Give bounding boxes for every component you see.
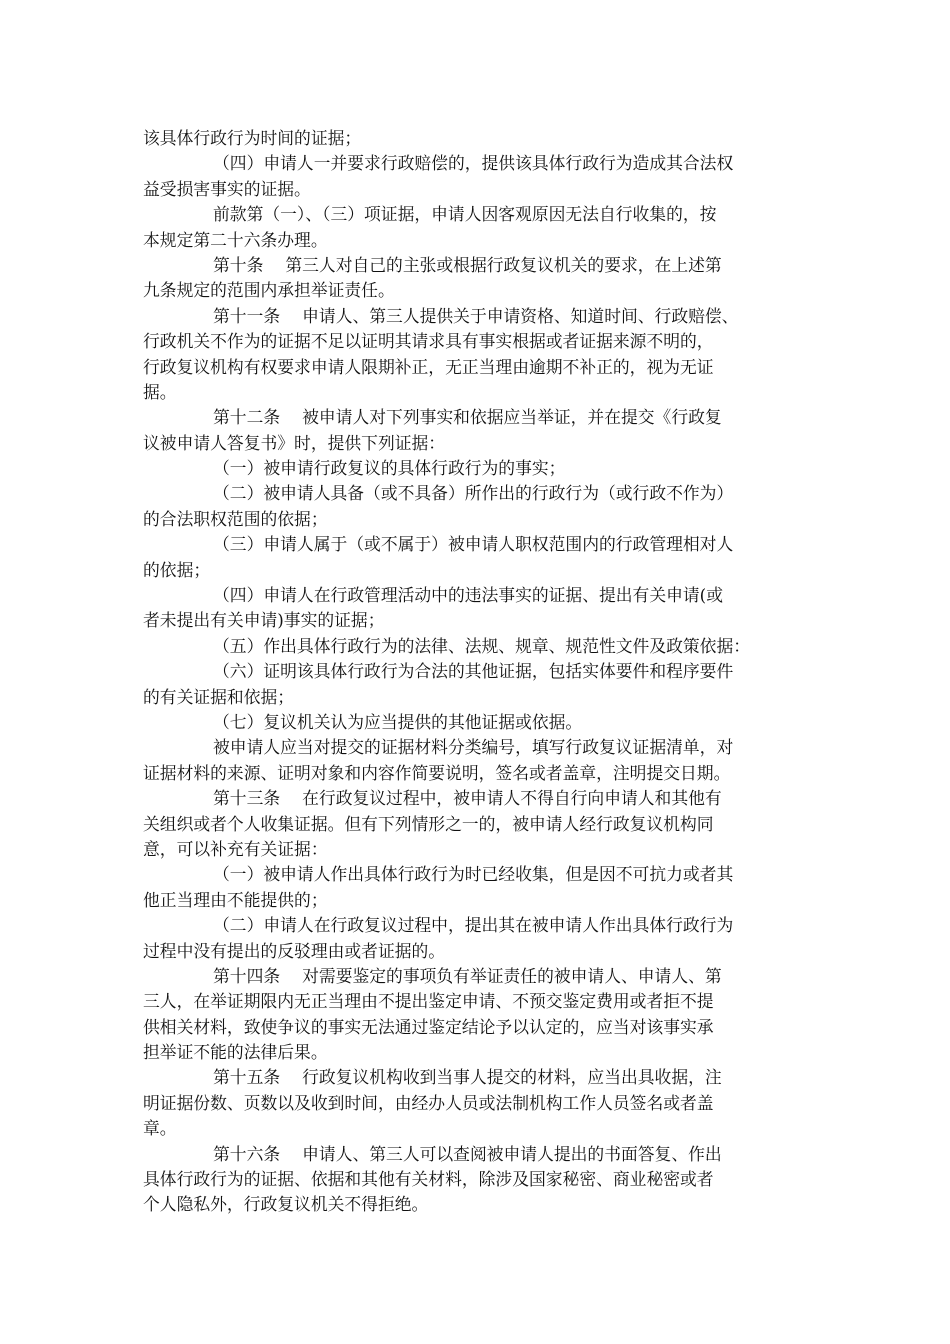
text-line [143, 939, 813, 964]
article-number: 第十一条 [213, 305, 281, 326]
line-text: 据。 [143, 381, 177, 402]
line-text: 申请人、第三人可以查阅被申请人提出的书面答复、作出 [302, 1143, 722, 1164]
line-text: （六）证明该具体行政行为合法的其他证据，包括实体要件和程序要件 [213, 661, 734, 682]
text-line [143, 380, 813, 405]
line-text: 关组织或者个人收集证据。但有下列情形之一的，被申请人经行政复议机构同 [143, 813, 714, 834]
article-number: 第十三条 [213, 788, 281, 809]
text-line [143, 507, 813, 532]
line-text: 具体行政行为的证据、依据和其他有关材料，除涉及国家秘密、商业秘密或者 [143, 1169, 714, 1190]
article-line [143, 405, 813, 430]
line-text: （二）申请人在行政复议过程中，提出其在被申请人作出具体行政行为 [213, 915, 734, 936]
line-text: 申请人、第三人提供关于申请资格、知道时间、行政赔偿、 [302, 305, 739, 326]
line-text: 意，可以补充有关证据： [143, 838, 328, 859]
text-line [143, 1167, 813, 1192]
article-line [143, 786, 813, 811]
line-text: 议被申请人答复书》时，提供下列证据： [143, 432, 446, 453]
line-text: （七）复议机关认为应当提供的其他证据或依据。 [213, 711, 583, 732]
line-text: 章。 [143, 1118, 177, 1139]
text-line [143, 913, 813, 938]
line-text: 明证据份数、页数以及收到时间，由经办人员或法制机构工作人员签名或者盖 [143, 1092, 714, 1113]
article-line [143, 253, 813, 278]
text-line [143, 1116, 813, 1141]
text-line [143, 202, 813, 227]
text-line [143, 177, 813, 202]
text-line [143, 532, 813, 557]
text-line [143, 456, 813, 481]
line-text: 第三人对自己的主张或根据行政复议机关的要求，在上述第 [285, 254, 722, 275]
text-line [143, 710, 813, 735]
article-number: 第十六条 [213, 1143, 281, 1164]
text-line [143, 431, 813, 456]
text-line [143, 634, 813, 659]
line-text: 的依据； [143, 559, 211, 580]
line-text: 九条规定的范围内承担举证责任。 [143, 280, 395, 301]
line-text: 证据材料的来源、证明对象和内容作简要说明，签名或者盖章，注明提交日期。 [143, 762, 731, 783]
line-text: 在行政复议过程中，被申请人不得自行向申请人和其他有 [302, 788, 722, 809]
document-body [143, 126, 813, 1218]
line-text: 者未提出有关申请)事实的证据； [143, 610, 385, 631]
article-line [143, 1142, 813, 1167]
text-line [143, 989, 813, 1014]
text-line [143, 126, 813, 151]
article-number: 第十条 [213, 254, 264, 275]
line-text: 行政复议机构有权要求申请人限期补正，无正当理由逾期不补正的，视为无证 [143, 356, 714, 377]
line-text: 益受损害事实的证据。 [143, 178, 311, 199]
line-text: 前款第（一）、（三）项证据，申请人因客观原因无法自行收集的，按 [213, 204, 717, 225]
text-line [143, 862, 813, 887]
line-text: 个人隐私外，行政复议机关不得拒绝。 [143, 1194, 429, 1215]
line-text: 的有关证据和依据； [143, 686, 295, 707]
line-text: 被申请人对下列事实和依据应当举证，并在提交《行政复 [302, 407, 722, 428]
line-text: （四）申请人在行政管理活动中的违法事实的证据、提出有关申请(或 [213, 585, 723, 606]
text-line [143, 735, 813, 760]
text-line [143, 583, 813, 608]
line-text: 本规定第二十六条办理。 [143, 229, 328, 250]
line-text: （一）被申请行政复议的具体行政行为的事实； [213, 458, 566, 479]
line-text: 的合法职权范围的依据； [143, 508, 328, 529]
text-line [143, 151, 813, 176]
line-text: 行政机关不作为的证据不足以证明其请求具有事实根据或者证据来源不明的， [143, 331, 714, 352]
text-line [143, 761, 813, 786]
article-line [143, 964, 813, 989]
article-line [143, 304, 813, 329]
text-line [143, 228, 813, 253]
line-text: （二）被申请人具备（或不具备）所作出的行政行为（或行政不作为） [213, 483, 734, 504]
text-line [143, 685, 813, 710]
text-line [143, 608, 813, 633]
text-line [143, 837, 813, 862]
text-line [143, 1040, 813, 1065]
text-line [143, 481, 813, 506]
text-line [143, 659, 813, 684]
line-text: 被申请人应当对提交的证据材料分类编号，填写行政复议证据清单，对 [213, 737, 734, 758]
text-line [143, 1091, 813, 1116]
line-text: 三人，在举证期限内无正当理由不提出鉴定申请、不预交鉴定费用或者拒不提 [143, 991, 714, 1012]
article-number: 第十四条 [213, 965, 281, 986]
article-number: 第十五条 [213, 1067, 281, 1088]
text-line [143, 329, 813, 354]
line-text: （三）申请人属于（或不属于）被申请人职权范围内的行政管理相对人 [213, 534, 734, 555]
text-line [143, 558, 813, 583]
line-text: （一）被申请人作出具体行政行为时已经收集，但是因不可抗力或者其 [213, 864, 734, 885]
text-line [143, 1192, 813, 1217]
line-text: （五）作出具体行政行为的法律、法规、规章、规范性文件及政策依据： [213, 635, 751, 656]
line-text: 过程中没有提出的反驳理由或者证据的。 [143, 940, 446, 961]
line-text: 对需要鉴定的事项负有举证责任的被申请人、申请人、第 [302, 965, 722, 986]
line-text: （四）申请人一并要求行政赔偿的，提供该具体行政行为造成其合法权 [213, 153, 734, 174]
article-number: 第十二条 [213, 407, 281, 428]
text-line [143, 812, 813, 837]
text-line [143, 355, 813, 380]
text-line [143, 1015, 813, 1040]
line-text: 行政复议机构收到当事人提交的材料，应当出具收据，注 [302, 1067, 722, 1088]
line-text: 担举证不能的法律后果。 [143, 1042, 328, 1063]
text-line [143, 888, 813, 913]
text-line [143, 278, 813, 303]
line-text: 他正当理由不能提供的； [143, 889, 328, 910]
line-text: 供相关材料，致使争议的事实无法通过鉴定结论予以认定的，应当对该事实承 [143, 1016, 714, 1037]
line-text: 该具体行政行为时间的证据； [143, 128, 362, 148]
article-line [143, 1065, 813, 1090]
